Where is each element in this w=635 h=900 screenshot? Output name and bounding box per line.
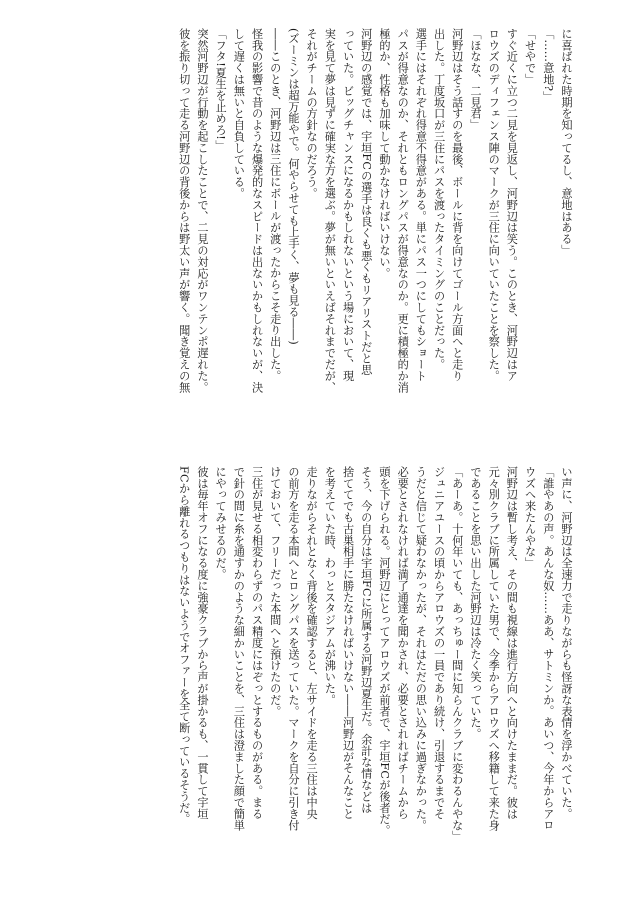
text-line: けておいて、フリーだった本間へと預けたのだ。 <box>268 466 282 717</box>
text-line: 彼は毎年オフになる度に強豪クラブから声が掛かるも、一貫して宇垣 <box>195 466 209 820</box>
text-line: 頭を下げられる。河野辺にとってアロウズが前者で、宇垣FCが後者だ。 <box>377 466 391 837</box>
text-line: 三住が見せる相変わらずのパス精度にはぞっとするものがある。まる <box>250 466 264 820</box>
text-line: っていた。ビッグチャンスになるかもしれないという場において、現 <box>341 28 355 382</box>
text-line: 「あーあ。十何年いても、あっちゅー間に知らんクラブに変わるんやな」 <box>450 466 464 843</box>
text-line: 河野辺はそう話すのを最後、ボールに背を向けてゴール方面へと走り <box>450 28 464 382</box>
text-line: 出した。丁度坂口が三住にパスを渡ったタイミングのことだった。 <box>432 28 446 370</box>
text-line: 「せやで」 <box>523 28 537 85</box>
text-line: 元々別クラブに所属していた男で、今季からアロウズへ移籍して来た身 <box>487 466 501 831</box>
text-line: FCから離れるつもりはないようでオファーを全て断っているそうだ。 <box>177 466 191 825</box>
text-line: 必要とされなければ満了通達を聞かされ、必要とされればチームから <box>396 466 410 820</box>
text-line: 実を見て夢は見ずに確実な方を選ぶ。夢が無いといえばそれまでだが、 <box>323 28 337 393</box>
text-line: それがチームの方針なのだろう。 <box>305 28 319 199</box>
text-line: 選手にはそれぞれ得意不得意がある。単にパス一つにしてもショート <box>414 28 428 382</box>
text-line: で針の間に糸を通すかのような細かいことを、三住は澄ました顔で簡単 <box>232 466 246 831</box>
text-line: (ズーミンは超万能やで。何やらせても上手く、夢も見る――) <box>286 28 300 345</box>
text-line: そう、今の自分は宇垣FCに所属する河野辺夏生だ。余計な情などは <box>359 466 373 814</box>
upper-text-block <box>75 28 575 433</box>
text-line: 「……意地?」 <box>541 28 555 103</box>
text-line: 河野辺の感覚では、宇垣FCの選手は良くも悪くもリアリストだと思 <box>359 28 373 376</box>
text-line: の前方を走る本間へとロングパスを送っていた。マークを自分に引き付 <box>286 466 300 831</box>
text-line: ロウズのディフェンス陣のマークが三住に向いていたことを察した。 <box>487 28 501 382</box>
text-line: にやってみせるのだ。 <box>214 466 228 580</box>
text-line: に喜ばれた時期を知ってるし、意地はある」 <box>560 28 573 256</box>
text-line: い声に、河野辺は全速力で走りながらも怪訝な表情を浮かべていた。 <box>560 466 573 820</box>
text-line: 彼を振り切って走る河野辺の背後からは野太い声が響く。聞き覚えの無 <box>177 28 191 393</box>
text-line: ウズへ来たんやな」 <box>523 466 537 569</box>
text-line: うだと信じて疑わなかったが、それはただの思い込みに過ぎなかった。 <box>414 466 428 831</box>
text-line: パスが得意なのか、それともロングパスが得意なのか。更に積極的か消 <box>396 28 410 393</box>
text-line: を考えていた時、わっとスタジアムが沸いた。 <box>323 466 337 706</box>
text-line: 走りながらそれとなく背後を確認すると、左サイドを走る三住は中央 <box>305 466 319 820</box>
text-line: ――このとき、河野辺は三住にボールが渡ったからこそ走り出した。 <box>268 28 282 382</box>
text-line: すぐ近くに立つ二見を見返し、河野辺は笑う。このとき、河野辺はア <box>505 28 519 382</box>
text-line: ジュニアユースの頃からアロウズの一員であり続け、引退するまでそ <box>432 466 446 820</box>
text-line: 「フタ!夏生を止めろ!」 <box>214 28 228 152</box>
text-line: であることを思い出した河野辺は冷たく笑っていた。 <box>468 466 482 740</box>
text-line: 怪我の影響で昔のような爆発的なスピードは出ないかもしれないが、決 <box>250 28 264 393</box>
text-line: 河野辺は暫し考え、その間も視線は進行方向へと向けたままだ。彼は <box>505 466 519 820</box>
lower-text-block <box>75 466 575 871</box>
text-line: 極的か、性格も加味して動かなければいけない。 <box>377 28 391 279</box>
text-line: 突然河野辺が行動を起こしたことで、二見の対応がワンテンポ遅れた。 <box>195 28 209 393</box>
text-line: 「誰やあの声。あんな奴……ああ、サトミンか。あいつ、今年からアロ <box>541 466 555 831</box>
text-line: 捨ててでも古巣相手に勝たなければいけない――河野辺がそんなこと <box>341 466 355 820</box>
text-line: 「ほなな、二見君」 <box>468 28 482 131</box>
text-line: して遅くは無いと自負している。 <box>232 28 246 199</box>
